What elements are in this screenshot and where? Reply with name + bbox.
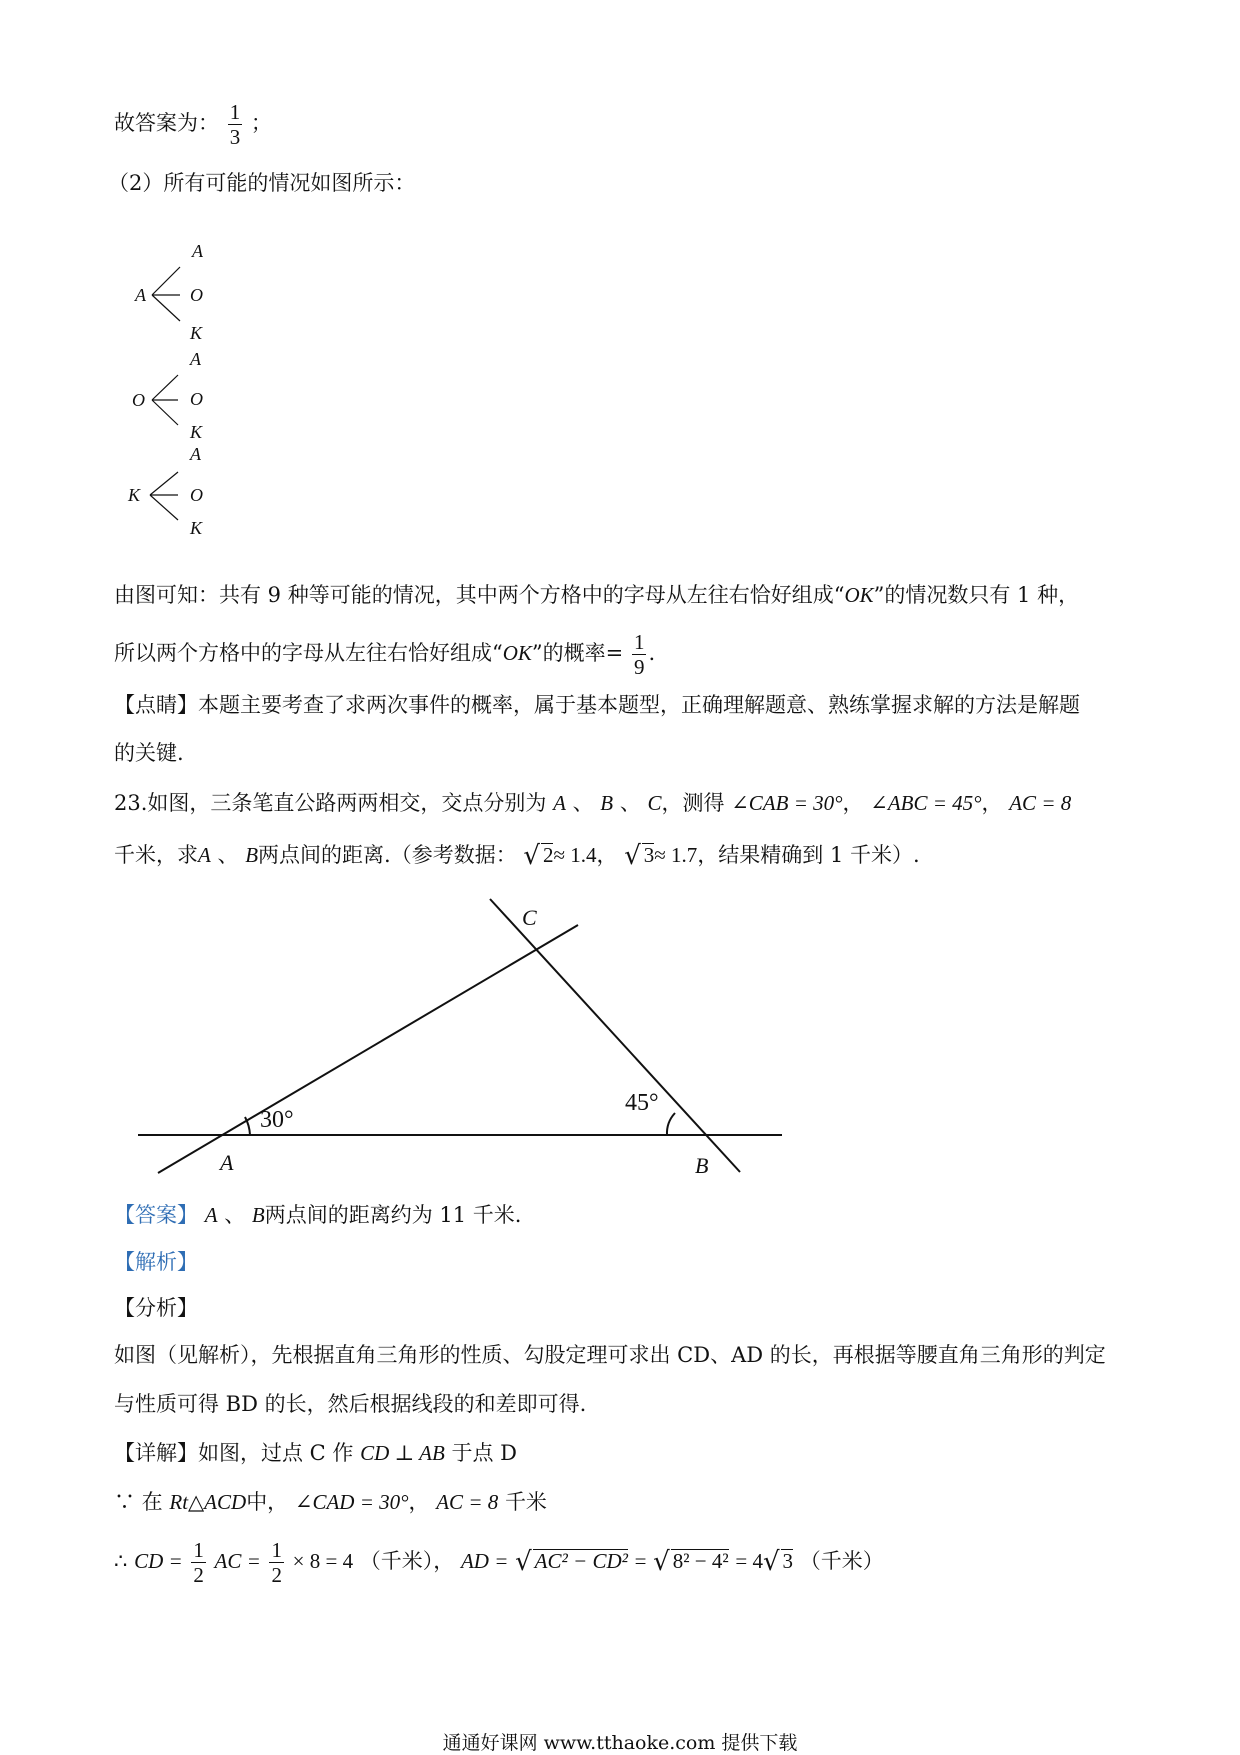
analysis-para2: 与性质可得 BD 的长，然后根据线段的和差即可得. bbox=[114, 1392, 587, 1416]
length-ac: AC = 8 bbox=[1009, 791, 1072, 815]
triangle-figure bbox=[130, 895, 800, 1185]
answer-line: 【答案】 A 、 B两点间的距离约为 11 千米. bbox=[114, 1203, 522, 1227]
answer-prefix: 故答案为： bbox=[114, 111, 219, 135]
tree-diagram bbox=[120, 235, 240, 545]
tree-leaf: O bbox=[190, 485, 203, 505]
fraction-one-ninth: $\frac{1}{9}$ bbox=[633, 630, 645, 679]
label-c: C bbox=[522, 905, 537, 930]
angle-label-45: 45° bbox=[625, 1090, 659, 1116]
sqrt-icon: √ bbox=[515, 1547, 532, 1577]
angle-abc: ∠ABC = 45° bbox=[870, 791, 982, 815]
since-line: ∵ 在 Rt△ACD中， ∠CAD = 30°， AC = 8 千米 bbox=[114, 1490, 547, 1514]
detail-line: 【详解】如图，过点 C 作 CD ⊥ AB 于点 D bbox=[114, 1441, 518, 1465]
answer-line-part1 bbox=[114, 100, 272, 149]
tip-line2: 的关键. bbox=[114, 741, 184, 765]
sqrt-icon: √ bbox=[762, 1547, 780, 1577]
fraction-one-third: $\frac{1}{3}$ bbox=[229, 100, 241, 149]
tree-leaf: K bbox=[190, 518, 203, 538]
tree-leaf: A bbox=[192, 241, 203, 261]
sqrt-icon: √ bbox=[523, 841, 540, 871]
question-23-line2: 千米，求A 、 B两点间的距离.（参考数据： √ 2≈ 1.4， √ 3≈ 1.7，结果精确到 1 千米）. bbox=[114, 841, 920, 871]
fenxi-tag: 【分析】 bbox=[114, 1296, 198, 1320]
label-b: B bbox=[695, 1153, 709, 1178]
analysis-para1: 如图（见解析），先根据直角三角形的性质、勾股定理可求出 CD、AD 的长，再根据等腰直角三角形的判定 bbox=[114, 1343, 1106, 1367]
angle-cab: ∠CAB = 30° bbox=[731, 791, 843, 815]
tree-root-k: K bbox=[128, 485, 141, 505]
sqrt-icon: √ bbox=[624, 841, 641, 871]
question-23-line1: 23.如图，三条笔直公路两两相交，交点分别为 A 、 B 、 C，测得 ∠CAB = 30°， ∠ABC = 45°， AC = 8 bbox=[114, 791, 1072, 815]
ok-word: OK bbox=[844, 583, 874, 607]
ok-word: OK bbox=[502, 641, 532, 665]
label-a: A bbox=[220, 1150, 234, 1175]
part2-intro: （2）所有可能的情况如图所示： bbox=[108, 171, 416, 195]
therefore-line: ∴ CD = $\frac{1}{2}$ AC = $\frac{1}{2}$ × 8 = 4 （千米）， AD = √ AC² − CD² = √ 8² − 4² = 4√ 3 （千米） bbox=[114, 1538, 884, 1587]
conclusion-line2: 所以两个方格中的字母从左往右恰好组成“OK”的概率= $\frac{1}{9}$ . bbox=[114, 630, 656, 679]
tree-root-a: A bbox=[135, 285, 146, 305]
tree-leaf: A bbox=[190, 444, 201, 464]
tree-root-o: O bbox=[132, 390, 145, 410]
conclusion-line1: 由图可知：共有 9 种等可能的情况，其中两个方格中的字母从左往右恰好组成“OK”的情况数只有 1 种， bbox=[114, 583, 1080, 607]
analysis-tag: 【解析】 bbox=[114, 1250, 198, 1274]
tree-leaf: K bbox=[190, 422, 203, 442]
fraction-one-half: $\frac{1}{2}$ bbox=[271, 1538, 282, 1587]
tree-leaf: K bbox=[190, 323, 203, 343]
fraction-one-half: $\frac{1}{2}$ bbox=[193, 1538, 204, 1587]
angle-label-30: 30° bbox=[260, 1107, 294, 1133]
tree-leaf: O bbox=[190, 389, 203, 409]
tree-leaf: A bbox=[190, 349, 201, 369]
tree-leaf: O bbox=[190, 285, 203, 305]
tip-line1: 【点睛】本题主要考查了求两次事件的概率，属于基本题型，正确理解题意、熟练掌握求解的方法是解题 bbox=[114, 693, 1080, 717]
page-footer: 通通好课网 www.tthaoke.com 提供下载 bbox=[442, 1732, 798, 1754]
answer-tag: 【答案】 bbox=[114, 1203, 198, 1227]
semicolon: ； bbox=[250, 111, 272, 135]
sqrt-icon: √ bbox=[653, 1547, 670, 1577]
